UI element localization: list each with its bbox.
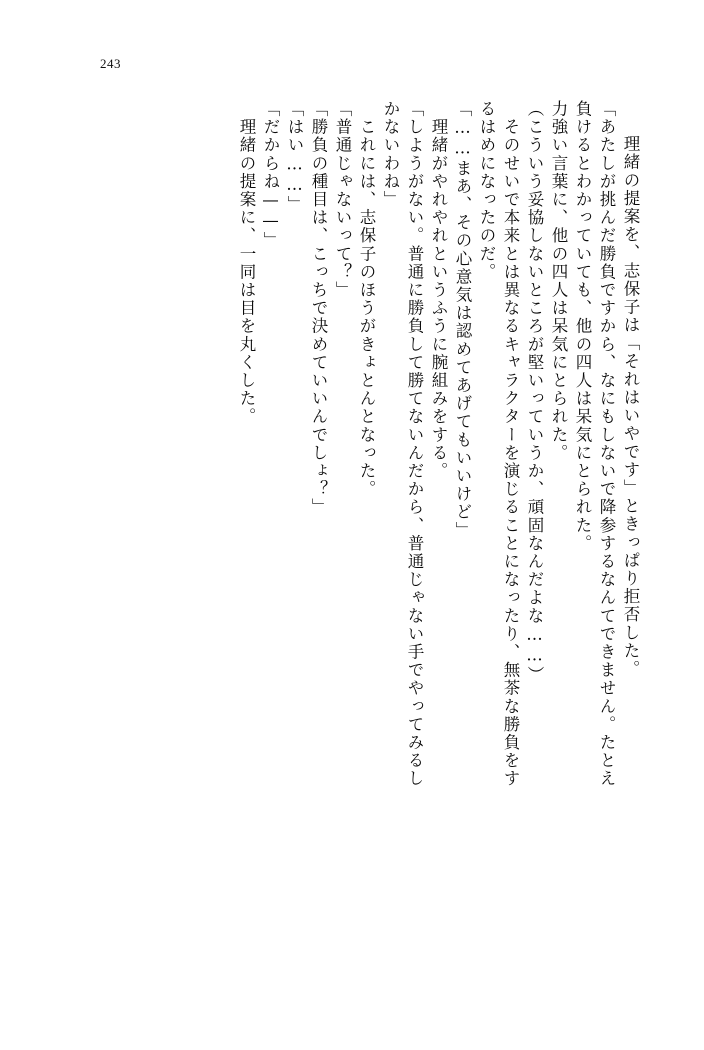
text-line: 「あたしが挑んだ勝負ですから、なにもしないで降参するなんてできません。たとえ bbox=[597, 100, 616, 788]
text-line: そのせいで本来とは異なるキャラクターを演じることになったり、無茶な勝負をす bbox=[501, 100, 520, 788]
text-line: 「しようがない。普通に勝負して勝てないんだから、普通じゃない手でやってみるし bbox=[405, 100, 424, 788]
text-line: 理緒の提案を、志保子は「それはいやです」ときっぱり拒否した。 bbox=[621, 117, 640, 679]
text-line: かないわね」 bbox=[381, 100, 400, 209]
page-number: 243 bbox=[100, 56, 121, 71]
text-line: 「だからね——」 bbox=[261, 100, 280, 250]
text-line: 「はい……」 bbox=[285, 100, 304, 214]
text-line: 「普通じゃないって？」 bbox=[333, 100, 352, 300]
text-line: 理緒がやれやれというふうに腕組みをする。 bbox=[429, 100, 448, 481]
vertical-text-block bbox=[78, 100, 638, 980]
text-line: 負けるとわかっていても、他の四人は呆気にとられた。 bbox=[573, 100, 592, 553]
text-line: （こういう妥協しないところが堅いっていうか、頑固なんだよな……） bbox=[525, 100, 544, 685]
text-line: 理緒の提案に、一同は目を丸くした。 bbox=[237, 100, 256, 426]
text-line: これには、志保子のほうがきょとんとなった。 bbox=[357, 100, 376, 499]
text-line: 「……まあ、その心意気は認めてあげてもいいけど」 bbox=[453, 100, 472, 540]
text-line: 力強い言葉に、他の四人は呆気にとられた。 bbox=[549, 100, 568, 462]
text-line: 「勝負の種目は、こっちで決めていいんでしょ？」 bbox=[309, 100, 328, 517]
text-line: るはめになったのだ。 bbox=[477, 100, 496, 281]
